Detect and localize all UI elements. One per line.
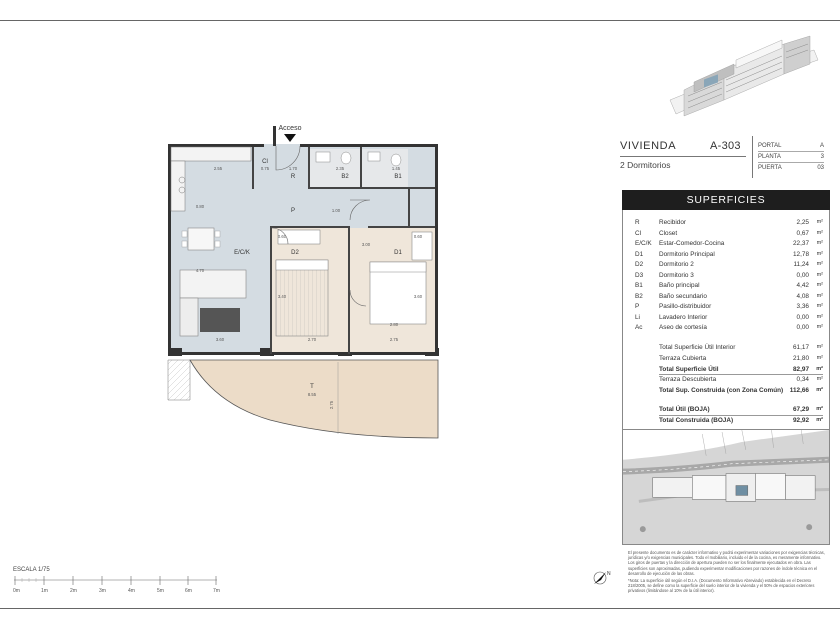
- disclaimer-paragraph-2: *Nota: La superficie útil según el D.I.A. (Documento Informativo Abreviado) establecida en el Decreto 218/2005, se define como la superficie del suelo interior de la vivienda y el 50% de espacios exteriores privativos (limitándose al 10% de la útil interior).: [628, 578, 815, 594]
- area-unit: m²: [816, 313, 823, 320]
- table-row: [623, 251, 831, 261]
- table-row: [623, 314, 831, 324]
- area-unit: m²: [816, 271, 823, 278]
- area-name: Closet: [659, 229, 678, 237]
- area-code: Li: [635, 313, 640, 321]
- boja-name: Total Construida (BOJA): [659, 417, 734, 424]
- area-name: Estar-Comedor-Cocina: [659, 240, 725, 247]
- meta-divider: [758, 151, 824, 152]
- dim-b2-width: 2.35: [335, 166, 345, 171]
- north-label: N: [607, 571, 611, 577]
- area-value: 22,37: [793, 240, 809, 247]
- total-unit: m²: [816, 376, 823, 382]
- total-name: Total Superficie Útil: [659, 365, 719, 373]
- area-value: 3,36: [796, 303, 809, 310]
- area-value: 4,08: [796, 292, 809, 300]
- boja-value: 67,29: [793, 406, 809, 413]
- table-rule: [659, 415, 823, 416]
- total-row: [623, 355, 831, 365]
- scale-tick-label: 3m: [99, 588, 106, 594]
- scale-tick-label: 1m: [41, 588, 48, 594]
- area-name: Dormitorio Principal: [659, 250, 715, 258]
- bedrooms-label: 2 Dormitorios: [620, 160, 671, 170]
- total-name: Terraza Descubierta: [659, 376, 717, 383]
- area-value: 0,00: [796, 313, 809, 321]
- area-unit: m²: [816, 229, 823, 236]
- total-value: 112,66: [789, 386, 809, 394]
- dim-terrace-height: 2.75: [329, 400, 334, 410]
- area-name: Lavadero Interior: [659, 313, 708, 321]
- room-label-recibidor: R: [290, 174, 296, 180]
- table-row: [623, 230, 831, 240]
- area-code: E/C/K: [635, 240, 652, 247]
- area-value: 0,00: [796, 271, 809, 279]
- entrance-arrow-icon: [284, 134, 296, 142]
- dim-d1-width: 3.00: [361, 242, 371, 247]
- scale-title: ESCALA 1/75: [13, 567, 50, 573]
- room-label-d1: D1: [394, 250, 402, 256]
- access-label: Acceso: [278, 125, 302, 132]
- area-value: 2,25: [796, 219, 809, 226]
- total-row: [623, 344, 831, 354]
- area-unit: m²: [816, 324, 823, 330]
- area-code: Cl: [635, 229, 642, 237]
- total-name: Total Superficie Útil Interior: [659, 344, 736, 351]
- room-label-pasillo: P: [290, 208, 296, 214]
- meta-value: 3: [820, 154, 824, 160]
- meta-value: 03: [817, 165, 824, 171]
- vivienda-label: VIVIENDA: [620, 140, 677, 152]
- table-row: [623, 272, 831, 282]
- area-code: D2: [635, 261, 644, 268]
- dim-d1-top: 0.60: [413, 234, 423, 239]
- meta-key: PORTAL: [758, 143, 782, 149]
- title-divider: [620, 156, 746, 157]
- boja-row: [623, 417, 831, 427]
- area-code: R: [635, 219, 640, 226]
- room-label-b1: B1: [394, 174, 402, 180]
- area-value: 4,42: [796, 282, 809, 289]
- total-unit: m²: [816, 386, 823, 393]
- area-unit: m²: [816, 292, 823, 299]
- floor-plan: [160, 120, 450, 470]
- dim-d2-top: 0.60: [277, 234, 287, 239]
- table-row: [623, 219, 831, 229]
- table-row: [623, 293, 831, 303]
- total-unit: m²: [816, 344, 823, 350]
- site-location-map: [622, 430, 830, 545]
- dim-d1-height: 3.60: [413, 294, 423, 299]
- boja-unit: m²: [816, 406, 823, 412]
- total-value: 61,17: [793, 344, 809, 351]
- area-name: Dormitorio 2: [659, 261, 694, 268]
- table-row: [623, 240, 831, 250]
- total-unit: m²: [816, 365, 823, 372]
- bottom-frame-line: [0, 608, 840, 609]
- total-value: 82,97: [793, 365, 809, 373]
- area-code: Ac: [635, 324, 643, 331]
- dim-terrace-width: 8.55: [307, 392, 317, 397]
- area-unit: m²: [816, 282, 823, 288]
- meta-key: PLANTA: [758, 154, 781, 160]
- room-label-estar: E/C/K: [234, 250, 250, 256]
- boja-name: Total Útil (BOJA): [659, 406, 710, 413]
- north-arrow-icon: [588, 566, 612, 590]
- area-name: Aseo de cortesía: [659, 324, 707, 331]
- boja-unit: m²: [816, 417, 823, 423]
- building-illustration: [664, 30, 824, 122]
- area-name: Recibidor: [659, 219, 686, 226]
- table-row: [623, 324, 831, 334]
- dim-b1-width: 1.45: [391, 166, 401, 171]
- legal-disclaimer: [628, 550, 826, 596]
- superficies-header: SUPERFICIES: [622, 190, 830, 210]
- dim-kitchen-width: 2.55: [213, 166, 223, 171]
- meta-key: PUERTA: [758, 165, 782, 171]
- room-label-closet: Cl: [262, 159, 268, 165]
- dim-d1-width-2: 2.75: [389, 337, 399, 342]
- area-name: Pasillo-distribuidor: [659, 303, 712, 310]
- area-name: Baño secundario: [659, 292, 707, 300]
- dim-r-width: 1.70: [288, 166, 298, 171]
- total-row: [623, 387, 831, 397]
- dim-hall-height: 1.00: [331, 208, 341, 213]
- area-code: B1: [635, 282, 643, 289]
- area-unit: m²: [816, 240, 823, 246]
- scale-tick-label: 4m: [128, 588, 135, 594]
- scale-tick-label: 5m: [157, 588, 164, 594]
- disclaimer-paragraph-1: El presente documento es de carácter informativo y podrá experimentar variaciones por exigencias técnicas, jurídicas y/o exigencias municipales. Todo el mobiliario, incluido el de la cocina, es meramente informativo. Los giros de puertas y la dirección de apertura pueden no ser los finalmente ejecutados en obra. Las superficies son aproximadas, pudiendo experimentar modificaciones por razones de índole técnica en el desarrollo de ejecución de las obras.: [628, 550, 825, 576]
- room-label-d2: D2: [291, 250, 299, 256]
- table-row: [623, 303, 831, 313]
- area-unit: m²: [816, 303, 823, 309]
- boja-value: 92,92: [793, 417, 809, 424]
- dim-e-height-1: 0.80: [195, 204, 205, 209]
- area-code: P: [635, 303, 640, 310]
- scale-tick-label: 0m: [13, 588, 20, 594]
- total-name: Terraza Cubierta: [659, 355, 707, 362]
- table-rule: [659, 374, 823, 375]
- area-unit: m²: [816, 219, 823, 225]
- area-value: 0,00: [796, 324, 809, 331]
- meta-value: A: [819, 143, 824, 149]
- area-value: 11,24: [793, 261, 809, 268]
- area-name: Dormitorio 3: [659, 271, 694, 279]
- meta-divider: [758, 162, 824, 163]
- superficies-table: [622, 210, 830, 430]
- area-name: Baño principal: [659, 282, 700, 289]
- area-value: 0,67: [796, 229, 809, 237]
- table-row: [623, 282, 831, 292]
- unit-code: A-303: [710, 140, 741, 152]
- dim-cl-width: 0.75: [260, 166, 270, 171]
- title-vertical-divider: [752, 136, 753, 178]
- total-name: Total Sup. Construida (con Zona Común): [659, 386, 784, 394]
- area-code: B2: [635, 292, 643, 300]
- total-unit: m²: [816, 355, 823, 361]
- dim-e-height-2: 4.70: [195, 268, 205, 273]
- top-frame-line: [0, 20, 840, 21]
- scale-tick-label: 7m: [213, 588, 220, 594]
- dim-living-width: 3.60: [215, 337, 225, 342]
- total-row: [623, 376, 831, 386]
- dim-d1-bottom: 2.80: [389, 322, 399, 327]
- dim-d2-width: 2.70: [307, 337, 317, 342]
- table-row: [623, 261, 831, 271]
- room-label-b2: B2: [341, 174, 349, 180]
- scale-tick-label: 2m: [70, 588, 77, 594]
- total-value: 21,80: [793, 355, 809, 362]
- area-unit: m²: [816, 261, 823, 267]
- area-value: 12,78: [793, 250, 809, 258]
- unit-title-block: [620, 134, 830, 190]
- area-code: D3: [635, 271, 644, 279]
- area-unit: m²: [816, 250, 823, 257]
- dim-d2-height: 3.40: [277, 294, 287, 299]
- total-value: 0,34: [796, 376, 809, 383]
- room-label-terrace: T: [310, 384, 314, 390]
- scale-tick-label: 6m: [185, 588, 192, 594]
- area-code: D1: [635, 250, 644, 258]
